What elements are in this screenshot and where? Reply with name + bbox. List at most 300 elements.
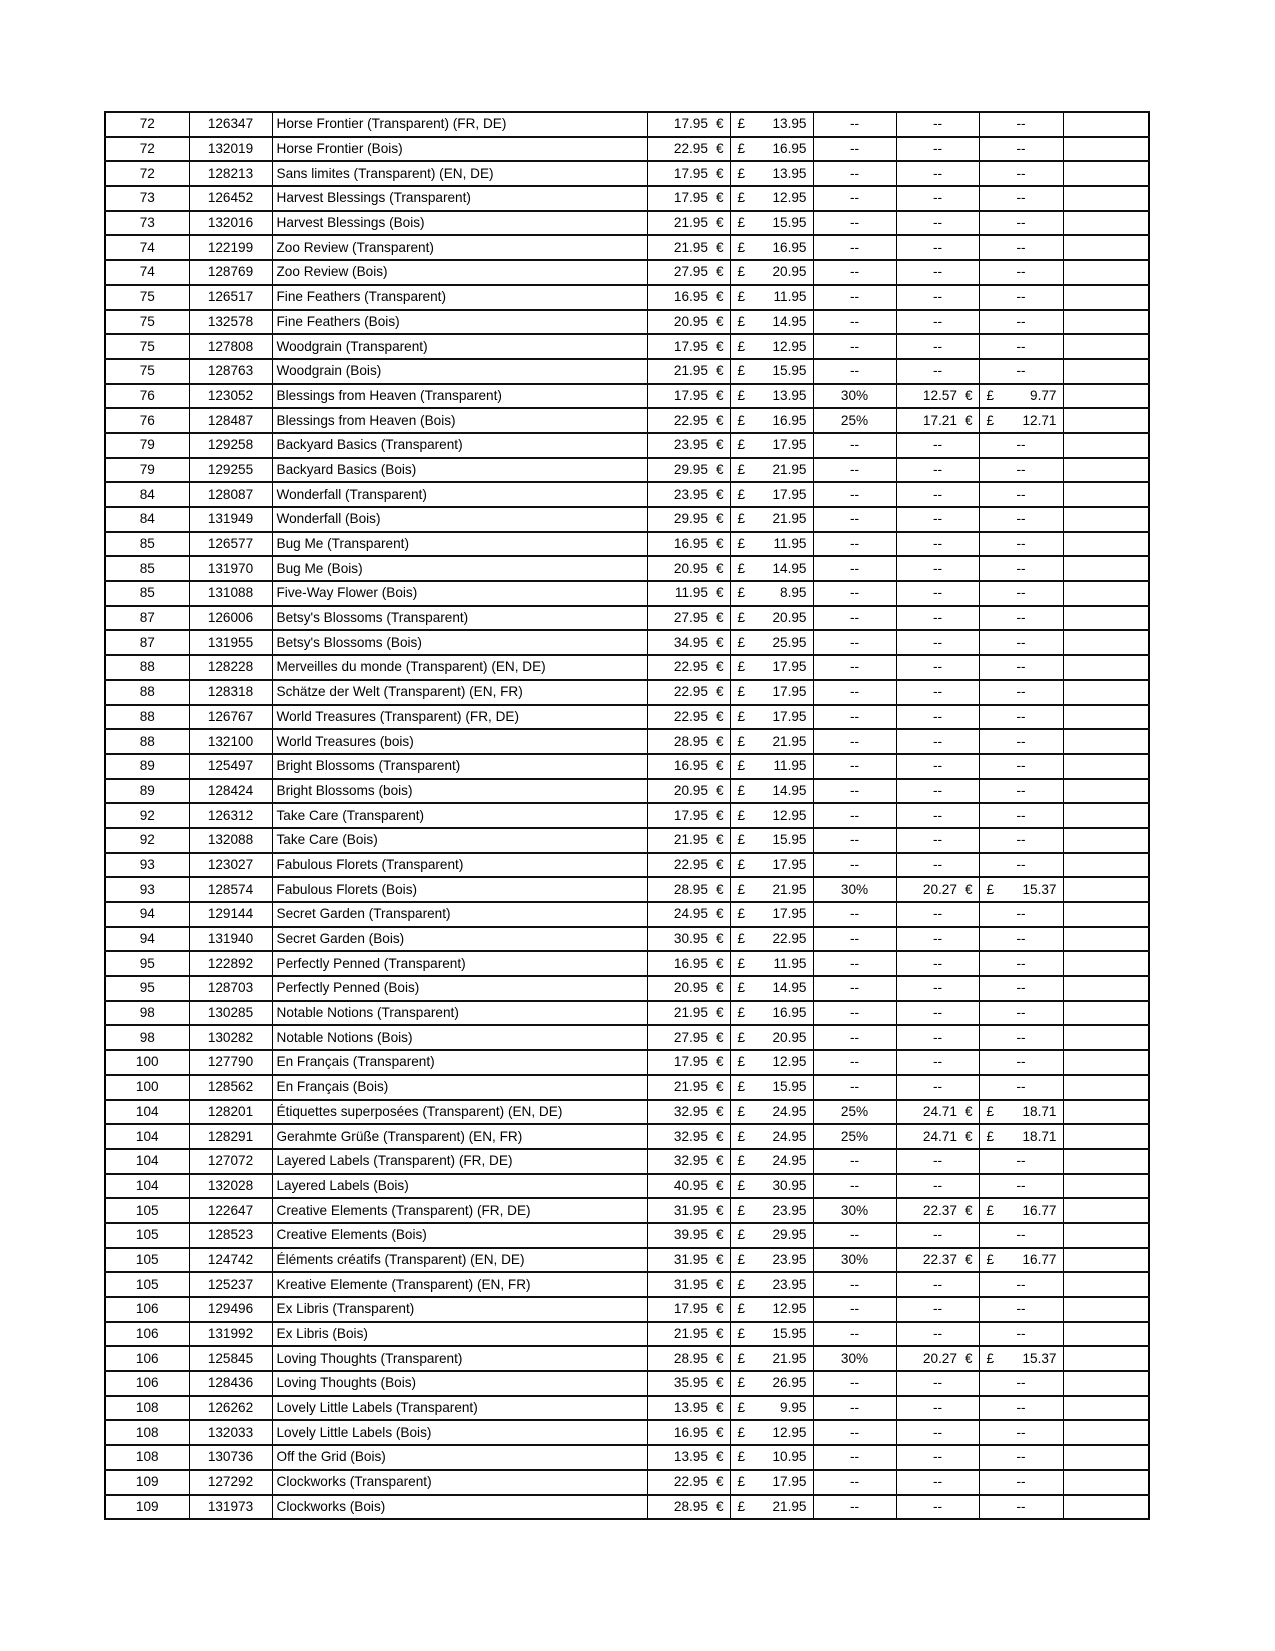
product-name-cell [272, 260, 647, 285]
discount-price-eur-cell-value: -- [932, 955, 943, 971]
euro-symbol: € [715, 486, 724, 502]
item-number-cell [189, 1174, 272, 1199]
discount-price-eur-cell [896, 235, 979, 260]
eur-value: 21.95 [673, 363, 708, 379]
page-cell-value: 105 [135, 1251, 159, 1267]
euro-symbol: € [715, 955, 724, 971]
table-row [105, 705, 1149, 730]
gbp-amount [731, 236, 813, 259]
table-row [105, 1198, 1149, 1223]
price-gbp-cell [730, 1248, 813, 1273]
eur-value: 22.95 [673, 684, 708, 700]
eur-value: 22.95 [673, 659, 708, 675]
pound-symbol: £ [737, 239, 746, 255]
eur-amount [648, 138, 730, 161]
discount-price-eur-cell-value: -- [932, 461, 943, 477]
gbp-value: 15.95 [772, 1079, 807, 1095]
product-name-cell-value: Betsy's Blossoms (Bois) [276, 634, 422, 650]
page-cell-value: 106 [135, 1375, 159, 1391]
eur-value: 20.27 [922, 881, 957, 897]
discount-percent-cell [813, 754, 896, 779]
page-cell-value: 98 [139, 1005, 155, 1021]
discount-price-gbp-cell [979, 482, 1063, 507]
page-cell [105, 1470, 189, 1495]
discount-price-eur-cell [896, 729, 979, 754]
pound-symbol: £ [737, 1079, 746, 1095]
empty-cell [1063, 1297, 1149, 1322]
eur-amount [648, 582, 730, 605]
price-eur-cell [647, 433, 730, 458]
euro-symbol: € [715, 412, 724, 428]
gbp-value: 9.95 [780, 1400, 807, 1416]
gbp-amount [731, 1076, 813, 1099]
discount-percent-cell-value: -- [849, 610, 860, 626]
empty-cell [1063, 235, 1149, 260]
gbp-value: 16.77 [1022, 1251, 1057, 1267]
discount-price-eur-cell [896, 1248, 979, 1273]
item-number-cell-value: 128318 [207, 684, 254, 700]
discount-price-gbp-cell-value: -- [1016, 856, 1026, 872]
pound-symbol: £ [737, 1498, 746, 1514]
gbp-value: 17.95 [772, 1474, 807, 1490]
eur-amount [897, 409, 979, 432]
empty-cell [1063, 1272, 1149, 1297]
discount-price-gbp-cell [979, 1198, 1063, 1223]
product-name-cell-value: Clockworks (Bois) [276, 1498, 386, 1514]
page-cell [105, 1149, 189, 1174]
euro-symbol: € [715, 807, 724, 823]
page-cell-value: 89 [139, 758, 155, 774]
gbp-amount [731, 1002, 813, 1025]
item-number-cell [189, 606, 272, 631]
eur-value: 27.95 [673, 264, 708, 280]
price-list-rows [105, 112, 1149, 1519]
empty-cell [1063, 1124, 1149, 1149]
page-cell [105, 581, 189, 606]
discount-price-gbp-cell [979, 532, 1063, 557]
discount-price-eur-cell-value: -- [932, 116, 943, 132]
discount-price-gbp-cell-value: -- [1016, 1276, 1026, 1292]
price-eur-cell [647, 1371, 730, 1396]
product-name-cell-value: Harvest Blessings (Transparent) [276, 190, 471, 206]
product-name-cell [272, 803, 647, 828]
item-number-cell-value: 126767 [207, 708, 254, 724]
euro-symbol: € [715, 1424, 724, 1440]
table-row [105, 112, 1149, 137]
discount-price-gbp-cell [979, 754, 1063, 779]
price-eur-cell [647, 1495, 730, 1520]
product-name-cell [272, 507, 647, 532]
pound-symbol: £ [737, 215, 746, 231]
eur-amount [648, 1026, 730, 1049]
page-cell [105, 729, 189, 754]
price-eur-cell [647, 976, 730, 1001]
discount-price-eur-cell [896, 1396, 979, 1421]
eur-amount [648, 335, 730, 358]
gbp-amount [731, 977, 813, 1000]
discount-price-gbp-cell-value: -- [1016, 906, 1026, 922]
product-name-cell [272, 1420, 647, 1445]
page-cell-value: 76 [139, 387, 155, 403]
product-name-cell [272, 1100, 647, 1125]
eur-value: 20.95 [673, 782, 708, 798]
discount-price-gbp-cell-value: -- [1016, 1029, 1026, 1045]
product-name-cell-value: Étiquettes superposées (Transparent) (EN, DE) [276, 1103, 563, 1119]
price-eur-cell [647, 112, 730, 137]
gbp-amount [731, 311, 813, 334]
eur-value: 20.27 [922, 1350, 957, 1366]
price-gbp-cell [730, 458, 813, 483]
gbp-amount [731, 1273, 813, 1296]
discount-price-gbp-cell [979, 235, 1063, 260]
empty-cell [1063, 186, 1149, 211]
product-name-cell [272, 458, 647, 483]
page-cell [105, 1223, 189, 1248]
eur-amount [648, 1298, 730, 1321]
gbp-amount [731, 1249, 813, 1272]
discount-price-gbp-cell-value: -- [1016, 1005, 1026, 1021]
product-name-cell-value: Notable Notions (Transparent) [276, 1005, 459, 1021]
discount-price-eur-cell [896, 902, 979, 927]
table-row [105, 384, 1149, 409]
item-number-cell-value: 132100 [207, 733, 254, 749]
discount-price-eur-cell-value: -- [932, 511, 943, 527]
page-cell [105, 976, 189, 1001]
pound-symbol: £ [737, 511, 746, 527]
gbp-value: 21.95 [772, 511, 807, 527]
empty-cell [1063, 1445, 1149, 1470]
discount-percent-cell [813, 482, 896, 507]
gbp-value: 12.95 [772, 1054, 807, 1070]
price-eur-cell [647, 902, 730, 927]
page-cell [105, 211, 189, 236]
item-number-cell-value: 122199 [207, 239, 254, 255]
page-cell [105, 655, 189, 680]
item-number-cell [189, 754, 272, 779]
eur-value: 23.95 [673, 486, 708, 502]
discount-price-gbp-cell [979, 507, 1063, 532]
page-cell [105, 1371, 189, 1396]
discount-price-gbp-cell [979, 705, 1063, 730]
eur-value: 39.95 [673, 1227, 708, 1243]
discount-percent-cell-value: -- [849, 931, 860, 947]
discount-price-eur-cell [896, 482, 979, 507]
price-eur-cell [647, 1297, 730, 1322]
discount-percent-cell [813, 877, 896, 902]
product-name-cell-value: Perfectly Penned (Bois) [276, 980, 420, 996]
pound-symbol: £ [737, 881, 746, 897]
product-name-cell-value: Lovely Little Labels (Transparent) [276, 1400, 478, 1416]
table-row [105, 729, 1149, 754]
discount-percent-cell [813, 803, 896, 828]
eur-amount [648, 385, 730, 408]
price-gbp-cell [730, 1445, 813, 1470]
discount-price-eur-cell [896, 211, 979, 236]
euro-symbol: € [715, 1054, 724, 1070]
discount-price-gbp-cell [979, 976, 1063, 1001]
page-cell [105, 532, 189, 557]
item-number-cell-value: 128213 [207, 165, 254, 181]
discount-price-gbp-cell [979, 1075, 1063, 1100]
product-name-cell [272, 877, 647, 902]
discount-price-gbp-cell [979, 630, 1063, 655]
discount-price-eur-cell-value: -- [932, 684, 943, 700]
gbp-value: 17.95 [772, 856, 807, 872]
eur-amount [648, 681, 730, 704]
euro-symbol: € [964, 412, 973, 428]
pound-symbol: £ [737, 289, 746, 305]
discount-price-gbp-cell [979, 211, 1063, 236]
price-eur-cell [647, 680, 730, 705]
pound-symbol: £ [737, 536, 746, 552]
eur-value: 23.95 [673, 437, 708, 453]
gbp-amount [980, 1347, 1063, 1370]
product-name-cell-value: Fabulous Florets (Bois) [276, 881, 418, 897]
item-number-cell [189, 507, 272, 532]
discount-price-gbp-cell [979, 556, 1063, 581]
gbp-amount [731, 459, 813, 482]
gbp-value: 17.95 [772, 486, 807, 502]
empty-cell [1063, 433, 1149, 458]
discount-price-eur-cell-value: -- [932, 1029, 943, 1045]
discount-percent-cell-value: -- [849, 536, 860, 552]
gbp-value: 16.95 [772, 412, 807, 428]
discount-price-eur-cell-value: -- [932, 832, 943, 848]
item-number-cell [189, 1371, 272, 1396]
eur-amount [648, 1101, 730, 1124]
product-name-cell-value: Layered Labels (Bois) [276, 1177, 409, 1193]
discount-price-gbp-cell [979, 1050, 1063, 1075]
table-row [105, 211, 1149, 236]
empty-cell [1063, 1198, 1149, 1223]
table-row [105, 828, 1149, 853]
page-cell-value: 88 [139, 733, 155, 749]
gbp-value: 20.95 [772, 264, 807, 280]
page-cell-value: 72 [139, 165, 155, 181]
discount-price-gbp-cell [979, 137, 1063, 162]
product-name-cell-value: Wonderfall (Transparent) [276, 486, 427, 502]
discount-price-eur-cell [896, 1322, 979, 1347]
gbp-value: 23.95 [772, 1251, 807, 1267]
item-number-cell [189, 779, 272, 804]
discount-price-eur-cell [896, 951, 979, 976]
pound-symbol: £ [737, 758, 746, 774]
price-eur-cell [647, 1149, 730, 1174]
empty-cell [1063, 606, 1149, 631]
price-eur-cell [647, 285, 730, 310]
euro-symbol: € [715, 634, 724, 650]
gbp-amount [731, 1446, 813, 1469]
item-number-cell [189, 1297, 272, 1322]
eur-amount [648, 459, 730, 482]
item-number-cell [189, 1149, 272, 1174]
gbp-value: 17.95 [772, 659, 807, 675]
price-eur-cell [647, 359, 730, 384]
discount-price-eur-cell [896, 1272, 979, 1297]
eur-amount [897, 878, 979, 901]
eur-value: 20.95 [673, 980, 708, 996]
discount-percent-cell [813, 581, 896, 606]
discount-price-gbp-cell-value: -- [1016, 461, 1026, 477]
item-number-cell [189, 458, 272, 483]
product-name-cell [272, 235, 647, 260]
empty-cell [1063, 112, 1149, 137]
euro-symbol: € [715, 1103, 724, 1119]
euro-symbol: € [715, 684, 724, 700]
price-gbp-cell [730, 1174, 813, 1199]
discount-percent-cell-value: -- [849, 906, 860, 922]
table-row [105, 655, 1149, 680]
discount-price-eur-cell [896, 705, 979, 730]
eur-amount [648, 483, 730, 506]
eur-value: 17.95 [673, 387, 708, 403]
product-name-cell-value: Five-Way Flower (Bois) [276, 585, 418, 601]
eur-amount [648, 730, 730, 753]
pound-symbol: £ [737, 1326, 746, 1342]
pound-symbol: £ [737, 313, 746, 329]
euro-symbol: € [715, 511, 724, 527]
discount-price-gbp-cell [979, 655, 1063, 680]
discount-percent-cell [813, 1396, 896, 1421]
price-gbp-cell [730, 285, 813, 310]
item-number-cell-value: 125845 [207, 1350, 254, 1366]
discount-price-eur-cell [896, 853, 979, 878]
eur-value: 13.95 [673, 1449, 708, 1465]
item-number-cell-value: 126347 [207, 116, 254, 132]
page-cell [105, 680, 189, 705]
gbp-amount [731, 928, 813, 951]
gbp-amount [731, 113, 813, 136]
eur-amount [897, 1125, 979, 1148]
price-gbp-cell [730, 310, 813, 335]
gbp-amount [731, 162, 813, 185]
discount-price-eur-cell-value: -- [932, 1498, 943, 1514]
eur-amount [648, 829, 730, 852]
gbp-amount [731, 656, 813, 679]
euro-symbol: € [715, 659, 724, 675]
empty-cell [1063, 1223, 1149, 1248]
discount-percent-cell-value: -- [849, 1079, 860, 1095]
discount-price-gbp-cell-value: -- [1016, 1498, 1026, 1514]
discount-percent-cell-value: -- [849, 659, 860, 675]
empty-cell [1063, 779, 1149, 804]
empty-cell [1063, 828, 1149, 853]
page-cell-value: 85 [139, 560, 155, 576]
product-name-cell [272, 729, 647, 754]
discount-percent-cell [813, 211, 896, 236]
euro-symbol: € [715, 708, 724, 724]
discount-price-gbp-cell [979, 803, 1063, 828]
product-name-cell-value: Horse Frontier (Bois) [276, 141, 403, 157]
eur-value: 17.95 [673, 1301, 708, 1317]
discount-price-eur-cell [896, 1174, 979, 1199]
discount-percent-cell [813, 853, 896, 878]
eur-amount [648, 952, 730, 975]
discount-price-eur-cell [896, 458, 979, 483]
gbp-amount [731, 187, 813, 210]
pound-symbol: £ [737, 1177, 746, 1193]
gbp-value: 13.95 [772, 387, 807, 403]
table-row [105, 161, 1149, 186]
product-name-cell-value: Bright Blossoms (bois) [276, 782, 413, 798]
empty-cell [1063, 1371, 1149, 1396]
table-row [105, 680, 1149, 705]
gbp-amount [731, 829, 813, 852]
eur-value: 24.95 [673, 906, 708, 922]
discount-price-gbp-cell [979, 1248, 1063, 1273]
price-eur-cell [647, 1248, 730, 1273]
gbp-amount [731, 903, 813, 926]
discount-price-eur-cell [896, 680, 979, 705]
page-cell [105, 1346, 189, 1371]
item-number-cell [189, 877, 272, 902]
gbp-amount [731, 631, 813, 654]
price-gbp-cell [730, 1371, 813, 1396]
page-cell-value: 105 [135, 1202, 159, 1218]
eur-amount [648, 928, 730, 951]
discount-percent-cell-value: -- [849, 1029, 860, 1045]
discount-price-eur-cell-value: -- [932, 1375, 943, 1391]
gbp-amount [731, 755, 813, 778]
page-cell-value: 88 [139, 684, 155, 700]
empty-cell [1063, 1100, 1149, 1125]
table-row [105, 458, 1149, 483]
item-number-cell [189, 235, 272, 260]
discount-percent-cell-value: -- [849, 239, 860, 255]
pound-symbol: £ [737, 461, 746, 477]
eur-amount [648, 1347, 730, 1370]
gbp-value: 13.95 [772, 165, 807, 181]
discount-percent-cell-value: -- [849, 1375, 860, 1391]
page-cell-value: 75 [139, 313, 155, 329]
discount-price-gbp-cell [979, 1470, 1063, 1495]
eur-amount [648, 706, 730, 729]
discount-price-gbp-cell-value: -- [1016, 264, 1026, 280]
discount-price-gbp-cell-value: -- [1016, 1054, 1026, 1070]
page-cell [105, 1248, 189, 1273]
empty-cell [1063, 680, 1149, 705]
gbp-value: 15.95 [772, 832, 807, 848]
pound-symbol: £ [737, 363, 746, 379]
pound-symbol: £ [986, 387, 995, 403]
product-name-cell [272, 927, 647, 952]
discount-percent-cell [813, 260, 896, 285]
euro-symbol: € [715, 215, 724, 231]
eur-value: 21.95 [673, 239, 708, 255]
discount-percent-cell-value: -- [849, 708, 860, 724]
discount-percent-cell-value: -- [849, 338, 860, 354]
item-number-cell-value: 130285 [207, 1005, 254, 1021]
price-gbp-cell [730, 408, 813, 433]
pound-symbol: £ [737, 931, 746, 947]
gbp-amount [980, 409, 1063, 432]
eur-amount [648, 1199, 730, 1222]
gbp-value: 14.95 [772, 980, 807, 996]
gbp-value: 14.95 [772, 560, 807, 576]
product-name-cell-value: Creative Elements (Bois) [276, 1227, 427, 1243]
item-number-cell-value: 129255 [207, 461, 254, 477]
gbp-value: 29.95 [772, 1227, 807, 1243]
discount-price-eur-cell [896, 1420, 979, 1445]
discount-price-eur-cell [896, 1075, 979, 1100]
discount-percent-cell-value: -- [849, 832, 860, 848]
discount-percent-cell [813, 310, 896, 335]
gbp-value: 24.95 [772, 1153, 807, 1169]
gbp-amount [731, 1051, 813, 1074]
page-cell-value: 104 [135, 1128, 159, 1144]
pound-symbol: £ [737, 1400, 746, 1416]
page-cell [105, 1198, 189, 1223]
